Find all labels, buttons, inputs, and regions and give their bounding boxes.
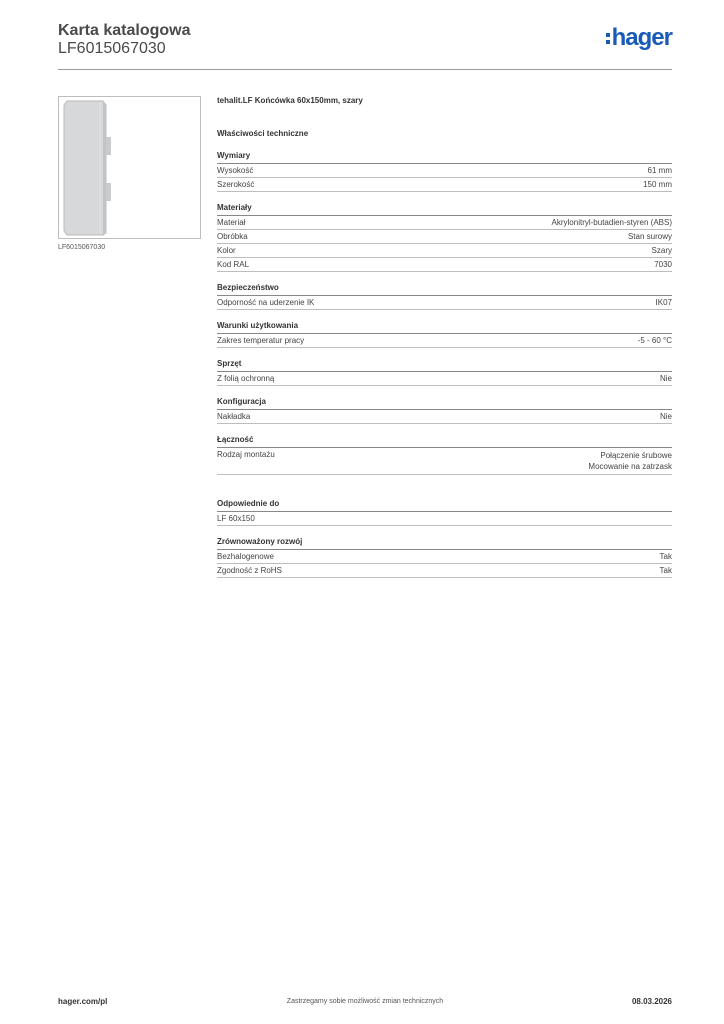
spec-row-label: Kod RAL	[217, 260, 250, 269]
product-image	[58, 96, 201, 239]
specification-content	[217, 96, 672, 578]
spec-row	[217, 334, 672, 348]
spec-row-label: Bezhalogenowe	[217, 552, 274, 561]
spec-row-value-line: Mocowanie na zatrzask	[588, 462, 672, 471]
spec-row-value: Nie	[659, 412, 672, 421]
suitable-section	[217, 499, 672, 526]
sustainability-title: Zrównoważony rozwój	[217, 537, 672, 550]
logo-text: hager	[611, 24, 672, 51]
spec-row	[217, 448, 672, 475]
spec-row-value: Akrylonitryl-butadien-styren (ABS)	[551, 218, 672, 227]
sustainability-section	[217, 537, 672, 578]
spec-section	[217, 151, 672, 192]
footer-website[interactable]: hager.com/pl	[58, 997, 108, 1006]
spec-row-label: Nakładka	[217, 412, 251, 421]
spec-row-label: Z folią ochronną	[217, 374, 275, 383]
spec-row	[217, 178, 672, 192]
spec-row	[217, 230, 672, 244]
spec-section	[217, 435, 672, 475]
section-title: Wymiary	[217, 151, 672, 164]
spec-row	[217, 296, 672, 310]
spec-row-value: 150 mm	[643, 180, 672, 189]
spec-row-value: -5 - 60 °C	[637, 336, 672, 345]
product-title: tehalit.LF Końcówka 60x150mm, szary	[217, 96, 363, 105]
spec-row-label: Zgodność z RoHS	[217, 566, 282, 575]
spec-row-value: Szary	[651, 246, 672, 255]
technical-properties-title: Właściwości techniczne	[217, 129, 309, 138]
suitable-item	[217, 512, 672, 526]
spec-row	[217, 258, 672, 272]
spec-row-value: Tak	[659, 552, 672, 561]
spec-section	[217, 397, 672, 424]
section-title: Materiały	[217, 203, 672, 216]
spec-row	[217, 164, 672, 178]
hager-logo	[606, 26, 672, 50]
spec-row-value: IK07	[655, 298, 672, 307]
footer-disclaimer: Zastrzegamy sobie możliwość zmian technicznych	[286, 998, 444, 1005]
section-title: Warunki użytkowania	[217, 321, 672, 334]
spec-section	[217, 283, 672, 310]
spec-row-label: Obróbka	[217, 232, 248, 241]
section-title: Konfiguracja	[217, 397, 672, 410]
suitable-item-label: LF 60x150	[217, 514, 255, 523]
spec-row-value	[588, 450, 672, 472]
spec-row	[217, 372, 672, 386]
product-reference: LF6015067030	[58, 40, 166, 57]
spec-row	[217, 244, 672, 258]
section-title: Łączność	[217, 435, 672, 448]
spec-row-value: 61 mm	[647, 166, 672, 175]
spec-row	[217, 216, 672, 230]
page-header	[58, 20, 672, 70]
spec-row-label: Zakres temperatur pracy	[217, 336, 305, 345]
spec-section	[217, 359, 672, 386]
spec-row-value: Nie	[659, 374, 672, 383]
spec-row-value-line: Połączenie śrubowe	[600, 451, 672, 460]
spec-sections	[217, 151, 672, 475]
spec-row	[217, 550, 672, 564]
spec-row-label: Odporność na uderzenie IK	[217, 298, 315, 307]
spec-row-label: Materiał	[217, 218, 246, 227]
suitable-title: Odpowiednie do	[217, 499, 672, 512]
spec-row-value: Tak	[659, 566, 672, 575]
spec-row-label: Kolor	[217, 246, 236, 255]
spec-section	[217, 321, 672, 348]
page-footer	[58, 997, 672, 1011]
footer-date: 08.03.2026	[631, 997, 672, 1006]
spec-row-label: Szerokość	[217, 180, 255, 189]
image-caption: LF6015067030	[58, 244, 106, 251]
logo-dots-icon	[606, 33, 610, 44]
end-cap-illustration	[59, 97, 200, 238]
spec-row	[217, 564, 672, 578]
section-title: Bezpieczeństwo	[217, 283, 672, 296]
spec-row-label: Wysokość	[217, 166, 254, 175]
section-title: Sprzęt	[217, 359, 672, 372]
spec-row-label: Rodzaj montażu	[217, 450, 275, 459]
document-title: Karta katalogowa	[58, 22, 191, 39]
spec-row	[217, 410, 672, 424]
spec-row-value: 7030	[654, 260, 672, 269]
spec-section	[217, 203, 672, 272]
spec-row-value: Stan surowy	[627, 232, 672, 241]
